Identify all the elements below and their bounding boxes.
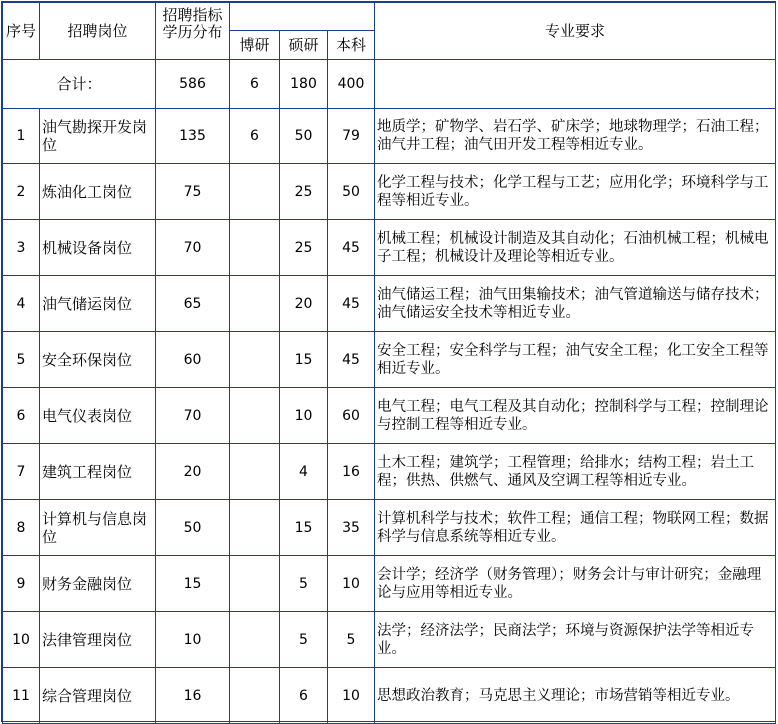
total-requirement xyxy=(375,60,776,109)
row-requirement: 安全工程；安全科学与工程；油气安全工程；化工安全工程等相近专业。 xyxy=(375,332,776,388)
header-quota-line1: 招聘指标 xyxy=(162,6,223,24)
table-row xyxy=(3,332,776,388)
row-seq: 6 xyxy=(3,388,40,444)
row-master: 15 xyxy=(280,332,328,388)
header-seq: 序号 xyxy=(3,3,40,60)
row-master: 4 xyxy=(280,444,328,500)
header-requirement: 专业要求 xyxy=(375,3,776,60)
row-phd: 6 xyxy=(230,109,280,164)
row-seq: 5 xyxy=(3,332,40,388)
row-phd xyxy=(230,612,280,668)
total-master: 180 xyxy=(280,60,328,109)
table-row xyxy=(3,388,776,444)
table-row xyxy=(3,276,776,332)
table-row xyxy=(3,556,776,612)
table-row xyxy=(3,444,776,500)
row-requirement: 化学工程与技术；化学工程与工艺；应用化学；环境科学与工程等相近专业。 xyxy=(375,164,776,220)
row-quota: 15 xyxy=(156,556,230,612)
row-requirement: 思想政治教育；马克思主义理论；市场营销等相近专业。 xyxy=(375,668,776,724)
header-position: 招聘岗位 xyxy=(40,3,156,60)
header-quota xyxy=(156,3,230,60)
row-position: 炼油化工岗位 xyxy=(40,164,156,220)
row-phd xyxy=(230,556,280,612)
row-position: 综合管理岗位 xyxy=(40,668,156,724)
row-position: 计算机与信息岗位 xyxy=(40,500,156,556)
row-position: 电气仪表岗位 xyxy=(40,388,156,444)
row-master: 25 xyxy=(280,220,328,276)
row-quota: 75 xyxy=(156,164,230,220)
row-bachelor: 50 xyxy=(328,164,375,220)
row-quota: 50 xyxy=(156,500,230,556)
row-position: 油气储运岗位 xyxy=(40,276,156,332)
row-phd xyxy=(230,220,280,276)
row-position: 财务金融岗位 xyxy=(40,556,156,612)
row-master: 15 xyxy=(280,500,328,556)
row-requirement: 计算机科学与技术；软件工程；通信工程；物联网工程；数据科学与信息系统等相近专业。 xyxy=(375,500,776,556)
total-phd: 6 xyxy=(230,60,280,109)
row-phd xyxy=(230,332,280,388)
total-quota: 586 xyxy=(156,60,230,109)
row-seq: 7 xyxy=(3,444,40,500)
total-row xyxy=(3,60,776,109)
row-position: 法律管理岗位 xyxy=(40,612,156,668)
row-seq: 9 xyxy=(3,556,40,612)
total-label: 合计： xyxy=(3,60,156,109)
row-seq: 11 xyxy=(3,668,40,724)
row-seq: 10 xyxy=(3,612,40,668)
row-phd xyxy=(230,668,280,724)
row-phd xyxy=(230,164,280,220)
row-master: 10 xyxy=(280,388,328,444)
row-master: 6 xyxy=(280,668,328,724)
row-master: 20 xyxy=(280,276,328,332)
header-degree-group xyxy=(230,3,375,31)
row-quota: 135 xyxy=(156,109,230,164)
row-position: 油气勘探开发岗位 xyxy=(40,109,156,164)
row-seq: 1 xyxy=(3,109,40,164)
total-bachelor: 400 xyxy=(328,60,375,109)
row-bachelor: 45 xyxy=(328,276,375,332)
row-quota: 20 xyxy=(156,444,230,500)
row-seq: 4 xyxy=(3,276,40,332)
row-position: 机械设备岗位 xyxy=(40,220,156,276)
row-master: 50 xyxy=(280,109,328,164)
row-phd xyxy=(230,388,280,444)
header-phd: 博研 xyxy=(230,31,280,60)
header-quota-line2: 学历分布 xyxy=(162,23,223,41)
row-requirement: 法学；经济法学；民商法学；环境与资源保护法学等相近专业。 xyxy=(375,612,776,668)
row-bachelor: 16 xyxy=(328,444,375,500)
row-bachelor: 45 xyxy=(328,332,375,388)
row-phd xyxy=(230,444,280,500)
table-row xyxy=(3,668,776,724)
row-quota: 65 xyxy=(156,276,230,332)
row-bachelor: 10 xyxy=(328,556,375,612)
row-phd xyxy=(230,500,280,556)
row-requirement: 土木工程；建筑学；工程管理；给排水；结构工程；岩土工程；供热、供燃气、通风及空调工程等相近专业。 xyxy=(375,444,776,500)
table-row xyxy=(3,109,776,164)
row-master: 5 xyxy=(280,556,328,612)
header-master: 硕研 xyxy=(280,31,328,60)
row-phd xyxy=(230,276,280,332)
row-seq: 8 xyxy=(3,500,40,556)
row-quota: 60 xyxy=(156,332,230,388)
table-row xyxy=(3,164,776,220)
row-seq: 3 xyxy=(3,220,40,276)
table-row xyxy=(3,612,776,668)
header-bachelor: 本科 xyxy=(328,31,375,60)
row-bachelor: 35 xyxy=(328,500,375,556)
row-master: 25 xyxy=(280,164,328,220)
table-row xyxy=(3,220,776,276)
table-row xyxy=(3,500,776,556)
row-requirement: 会计学；经济学（财务管理）；财务会计与审计研究；金融理论与应用等相近专业。 xyxy=(375,556,776,612)
row-bachelor: 45 xyxy=(328,220,375,276)
row-bachelor: 60 xyxy=(328,388,375,444)
row-position: 安全环保岗位 xyxy=(40,332,156,388)
row-bachelor: 5 xyxy=(328,612,375,668)
row-quota: 16 xyxy=(156,668,230,724)
row-requirement: 电气工程；电气工程及其自动化；控制科学与工程；控制理论与控制工程等相近专业。 xyxy=(375,388,776,444)
row-seq: 2 xyxy=(3,164,40,220)
row-quota: 70 xyxy=(156,388,230,444)
row-quota: 70 xyxy=(156,220,230,276)
row-bachelor: 10 xyxy=(328,668,375,724)
row-quota: 10 xyxy=(156,612,230,668)
row-requirement: 油气储运工程；油气田集输技术；油气管道输送与储存技术；油气储运安全技术等相近专业。 xyxy=(375,276,776,332)
header-row xyxy=(3,3,776,31)
row-master: 5 xyxy=(280,612,328,668)
recruitment-table xyxy=(2,2,776,724)
row-bachelor: 79 xyxy=(328,109,375,164)
row-requirement: 机械工程；机械设计制造及其自动化；石油机械工程；机械电子工程；机械设计及理论等相近专业。 xyxy=(375,220,776,276)
row-requirement: 地质学；矿物学、岩石学、矿床学；地球物理学；石油工程；油气井工程；油气田开发工程等相近专业。 xyxy=(375,109,776,164)
row-position: 建筑工程岗位 xyxy=(40,444,156,500)
